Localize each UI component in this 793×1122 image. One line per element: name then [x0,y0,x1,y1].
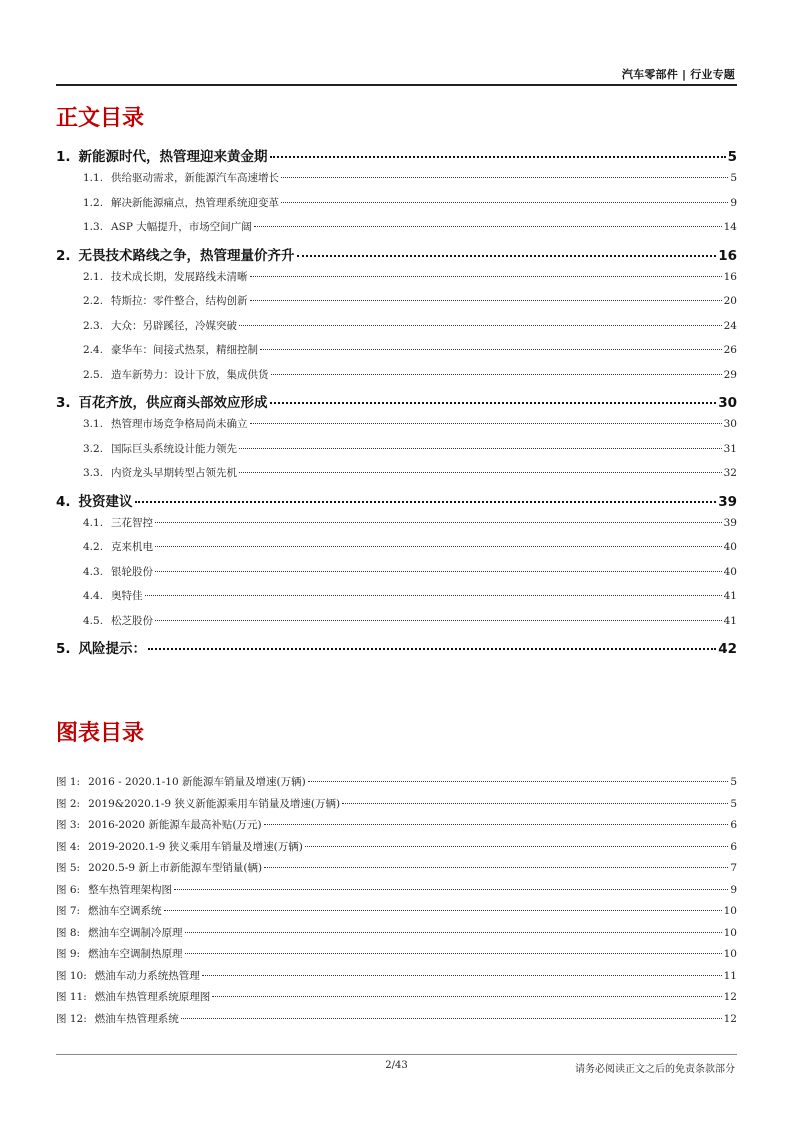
toc-entry-page: 39 [718,493,737,510]
toc-entry-number: 4. [56,493,71,510]
dot-leader [212,996,721,997]
toc-entry-page: 16 [718,247,737,264]
dot-leader [308,781,729,782]
toc-entry-number: 3. [56,395,71,411]
dot-leader [254,226,722,227]
toc-entry-page: 40 [723,565,737,578]
figure-label: 图 10: [56,969,87,982]
toc-entry-page: 40 [723,541,737,553]
toc-entry-number: 4.5. [83,614,104,627]
toc-entry-title: 供给驱动需求，新能源汽车高速增长 [111,172,280,184]
dot-leader [250,423,722,424]
figure-label: 图 12: [56,1012,87,1025]
toc-section-entry[interactable] [56,293,737,318]
toc-entry-title: 解决新能源痛点，热管理系统迎变革 [111,196,280,209]
toc-list [56,145,737,662]
dot-leader [260,349,722,350]
toc-entry-number: 1.3. [83,221,104,233]
toc-entry-page: 26 [723,344,737,356]
figure-title: 2020.5-9 新上市新能源车型销量(辆) [88,862,263,874]
toc-entry-page: 39 [723,516,737,529]
dot-leader [239,472,722,473]
figure-title: 燃油车热管理系统原理图 [94,991,211,1003]
toc-entry-title: 造车新势力：设计下放，集成供货 [111,368,269,381]
toc-entry-title: 热管理市场竞争格局尚未确立 [111,418,248,430]
figure-label: 图 6: [56,883,81,896]
toc-entry-title: 奥特佳 [111,590,143,602]
figure-page: 10 [723,905,737,917]
figure-page: 9 [730,883,737,896]
toc-entry-title: 特斯拉：零件整合，结构创新 [111,295,248,307]
figure-title: 燃油车空调制热原理 [88,948,183,960]
toc-entry-number: 2.1. [83,270,104,283]
toc-entry-page: 30 [718,395,737,411]
report-category-header: 汽车零部件 | 行业专题 [621,68,735,81]
figure-title: 燃油车热管理系统 [94,1012,179,1025]
dot-leader [135,501,717,503]
figure-title: 2016-2020 新能源车最高补贴(万元) [88,819,262,831]
dot-leader [270,402,717,404]
figure-list-entry[interactable] [56,968,737,990]
dot-leader [264,867,728,868]
toc-entry-page: 32 [723,467,737,479]
figure-page: 12 [723,991,737,1003]
toc-entry-title: 三花智控 [111,516,154,529]
toc-section-entry[interactable] [56,564,737,589]
figure-list-entry[interactable] [56,860,737,882]
toc-entry-page: 16 [723,270,737,283]
toc-chapter-entry[interactable] [56,244,737,269]
dot-leader [297,255,717,257]
toc-section-entry[interactable] [56,515,737,540]
dot-leader [305,846,728,847]
dot-leader [155,620,722,621]
dot-leader [164,910,722,911]
figure-page: 7 [730,862,737,874]
toc-entry-page: 5 [730,172,737,184]
dot-leader [155,571,722,572]
figure-title: 燃油车空调制冷原理 [88,926,183,939]
toc-chapter-entry[interactable] [56,637,737,662]
toc-entry-title: 投资建议 [78,493,133,510]
toc-entry-number: 5. [56,641,71,657]
figure-label: 图 5: [56,862,81,874]
figure-list-entry[interactable] [56,925,737,947]
toc-section-entry[interactable] [56,170,737,195]
toc-entry-title: 国际巨头系统设计能力领先 [111,442,238,455]
toc-section-entry[interactable] [56,539,737,564]
toc-entry-number: 2. [56,247,71,264]
dot-leader [155,522,722,523]
toc-entry-title: 银轮股份 [111,565,154,578]
figure-page: 12 [723,1012,737,1025]
header-rule [56,84,737,86]
toc-entry-page: 41 [723,590,737,602]
figure-list-entry[interactable] [56,882,737,904]
toc-chapter-entry[interactable] [56,490,737,515]
disclaimer-text: 请务必阅读正文之后的免责条款部分 [575,1064,735,1075]
figure-title: 整车热管理架构图 [88,883,173,896]
toc-section-entry[interactable] [56,367,737,392]
figure-list-entry[interactable] [56,946,737,968]
toc-entry-title: ASP 大幅提升，市场空间广阔 [111,221,252,233]
figure-label: 图 1: [56,776,81,788]
dot-leader [174,889,728,890]
toc-entry-number: 1.1. [83,172,104,184]
toc-entry-page: 42 [718,641,737,657]
figure-label: 图 9: [56,948,81,960]
toc-entry-number: 4.2. [83,541,104,553]
dot-leader [271,374,722,375]
figure-list-entry[interactable] [56,1011,737,1033]
toc-section-entry[interactable] [56,195,737,220]
figure-list [56,774,737,1032]
toc-entry-number: 2.3. [83,319,104,332]
toc-section-entry[interactable] [56,342,737,367]
figure-page: 11 [723,969,737,982]
toc-section-entry[interactable] [56,441,737,466]
dot-leader [281,202,728,203]
toc-entry-title: 松芝股份 [111,614,154,627]
toc-section-entry[interactable] [56,613,737,638]
toc-entry-page: 5 [727,149,737,165]
toc-entry-title: 豪华车：间接式热泵，精细控制 [111,344,259,356]
figure-title: 2019&2020.1-9 狭义新能源乘用车销量及增速(万辆) [88,797,341,810]
toc-entry-title: 无畏技术路线之争，热管理量价齐升 [78,247,295,264]
figure-list-entry[interactable] [56,796,737,818]
figure-page: 6 [730,840,737,853]
figure-label: 图 7: [56,905,81,917]
toc-entry-number: 1.2. [83,196,104,209]
figure-list-entry[interactable] [56,839,737,861]
toc-entry-title: 风险提示： [78,641,147,657]
figure-title: 2019-2020.1-9 狭义乘用车销量及增速(万辆) [88,840,303,853]
page-number: 2/43 [385,1060,408,1071]
figure-label: 图 11: [56,991,87,1003]
figure-title: 2016 - 2020.1-10 新能源车销量及增速(万辆) [88,776,306,788]
figure-title: 燃油车空调系统 [88,905,162,917]
figure-list-entry[interactable] [56,989,737,1011]
dot-leader [145,595,722,596]
dot-leader [185,953,722,954]
toc-chapter-entry[interactable] [56,391,737,416]
toc-chapter-entry[interactable] [56,145,737,170]
figure-page: 5 [730,776,737,788]
dot-leader [181,1018,722,1019]
toc-entry-title: 百花齐放，供应商头部效应形成 [78,395,268,411]
toc-title: 正文目录 [56,106,145,131]
toc-entry-page: 14 [723,221,737,233]
toc-section-entry[interactable] [56,318,737,343]
toc-entry-title: 大众：另辟蹊径，冷媒突破 [111,319,238,332]
figure-title: 燃油车动力系统热管理 [94,969,200,982]
figure-list-title: 图表目录 [56,721,145,746]
dot-leader [185,932,722,933]
figure-list-entry[interactable] [56,774,737,796]
figure-page: 5 [730,797,737,810]
dot-leader [281,177,728,178]
dot-leader [264,824,729,825]
dot-leader [239,325,722,326]
dot-leader [155,546,722,547]
toc-entry-number: 4.3. [83,565,104,578]
dot-leader [270,156,726,158]
toc-section-entry[interactable] [56,269,737,294]
dot-leader [148,648,716,650]
dot-leader [342,803,728,804]
toc-entry-page: 20 [723,295,737,307]
toc-entry-number: 2.2. [83,295,104,307]
toc-entry-page: 30 [723,418,737,430]
toc-entry-number: 3.1. [83,418,104,430]
toc-section-entry[interactable] [56,219,737,244]
toc-entry-number: 1. [56,149,71,165]
figure-list-entry[interactable] [56,817,737,839]
toc-entry-number: 2.4. [83,344,104,356]
figure-page: 10 [723,948,737,960]
toc-entry-number: 4.4. [83,590,104,602]
dot-leader [239,448,722,449]
toc-section-entry[interactable] [56,465,737,490]
figure-label: 图 2: [56,797,81,810]
toc-entry-number: 4.1. [83,516,104,529]
figure-page: 10 [723,926,737,939]
figure-label: 图 3: [56,819,81,831]
dot-leader [202,975,722,976]
footer-rule [56,1054,737,1055]
toc-entry-title: 克来机电 [111,541,154,553]
dot-leader [250,276,722,277]
toc-entry-number: 3.2. [83,442,104,455]
toc-entry-title: 内资龙头早期转型占领先机 [111,467,238,479]
toc-entry-page: 41 [723,614,737,627]
toc-entry-page: 31 [723,442,737,455]
toc-entry-title: 新能源时代，热管理迎来黄金期 [78,149,268,165]
toc-section-entry[interactable] [56,416,737,441]
toc-entry-number: 2.5. [83,368,104,381]
toc-entry-number: 3.3. [83,467,104,479]
figure-page: 6 [730,819,737,831]
toc-entry-page: 29 [723,368,737,381]
figure-label: 图 8: [56,926,81,939]
dot-leader [250,300,722,301]
toc-section-entry[interactable] [56,588,737,613]
toc-entry-title: 技术成长期，发展路线未清晰 [111,270,248,283]
toc-entry-page: 9 [730,196,737,209]
figure-list-entry[interactable] [56,903,737,925]
toc-entry-page: 24 [723,319,737,332]
figure-label: 图 4: [56,840,81,853]
